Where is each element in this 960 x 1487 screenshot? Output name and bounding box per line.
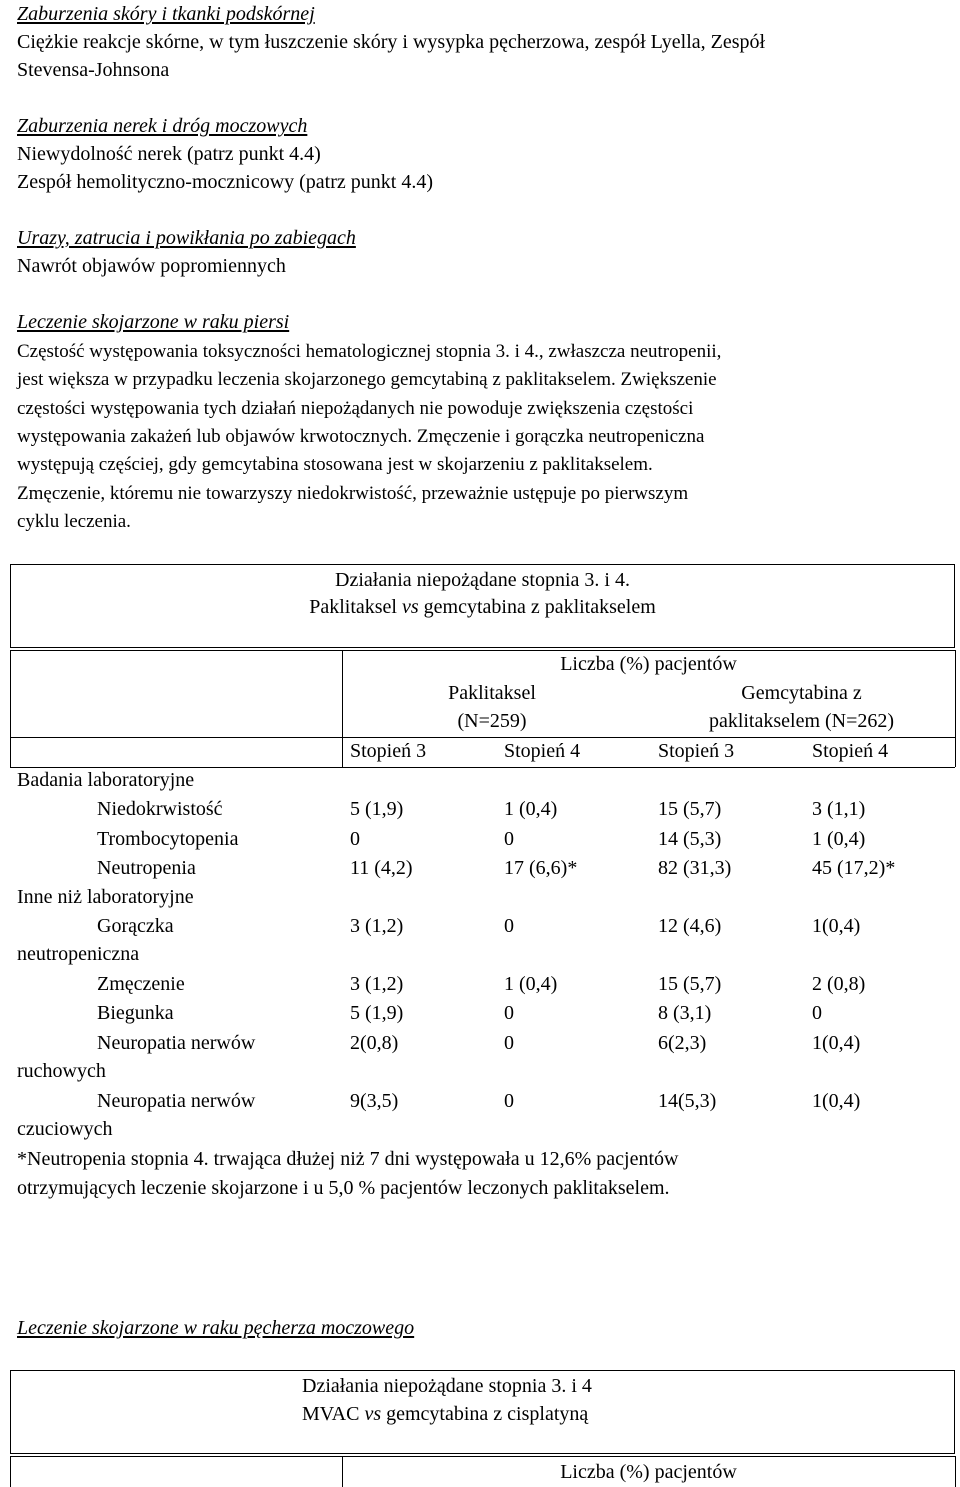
row-label: Neutropenia — [97, 857, 196, 879]
table-cell: 11 (4,2) — [350, 857, 413, 879]
row-label: Neuropatia nerwów — [97, 1032, 256, 1054]
table-cell: 8 (3,1) — [658, 1002, 712, 1024]
table-cell: 14 (5,3) — [658, 828, 722, 850]
table-cell: 1(0,4) — [812, 1090, 861, 1112]
table-cell: 5 (1,9) — [350, 1002, 404, 1024]
kidney-text-line: Niewydolność nerek (patrz punkt 4.4) — [17, 143, 321, 165]
row-label-continued: czuciowych — [17, 1118, 113, 1140]
table-cell: 12 (4,6) — [658, 915, 722, 937]
table-cell: 0 — [812, 1002, 822, 1024]
table-cell: 15 (5,7) — [658, 973, 722, 995]
table-rule — [10, 767, 955, 768]
table-cell: 3 (1,1) — [812, 798, 866, 820]
row-label-continued: ruchowych — [17, 1060, 106, 1082]
table-rule — [10, 1456, 11, 1487]
table-cell: 1 (0,4) — [812, 828, 866, 850]
group-header-gemcitabine: Gemcytabina z — [741, 682, 862, 704]
grade-header: Stopień 3 — [350, 740, 427, 762]
table-cell: 0 — [504, 1032, 514, 1054]
table-title: Działania niepożądane stopnia 3. i 4. — [335, 569, 630, 591]
table-subtitle — [302, 1404, 588, 1424]
table-cell: 1 (0,4) — [504, 798, 558, 820]
category-label-nonlab: Inne niż laboratoryjne — [17, 886, 194, 908]
injury-text-line: Nawrót objawów popromiennych — [17, 255, 286, 277]
table-rule — [955, 650, 956, 767]
paragraph-line: występują częściej, gdy gemcytabina stosowana jest w skojarzeniu z paklitakselem. — [17, 454, 653, 475]
row-label: Trombocytopenia — [97, 828, 239, 850]
table-footnote: *Neutropenia stopnia 4. trwająca dłużej niż 7 dni występowała u 12,6% pacjentów — [17, 1148, 679, 1170]
row-label: Neuropatia nerwów — [97, 1090, 256, 1112]
grade-header: Stopień 4 — [504, 740, 581, 762]
skin-text-line: Stevensa-Johnsona — [17, 59, 170, 81]
skin-text-line: Ciężkie reakcje skórne, w tym łuszczenie skóry i wysypka pęcherzowa, zespół Lyella, Zespół — [17, 31, 766, 53]
table-rule — [10, 737, 955, 738]
row-label: Gorączka — [97, 915, 174, 937]
count-header: Liczba (%) pacjentów — [560, 653, 737, 675]
table-cell: 0 — [504, 1002, 514, 1024]
table-rule — [10, 1456, 955, 1457]
row-label: Zmęczenie — [97, 973, 185, 995]
section-heading-kidney: Zaburzenia nerek i dróg moczowych — [17, 115, 308, 137]
table-cell: 0 — [504, 1090, 514, 1112]
table-cell: 3 (1,2) — [350, 915, 404, 937]
table-subtitle-part: gemcytabina z cisplatyną — [381, 1403, 589, 1425]
kidney-text-line: Zespół hemolityczno-mocznicowy (patrz punkt 4.4) — [17, 171, 433, 193]
group-header-gemcitabine-n: paklitakselem (N=262) — [708, 710, 895, 732]
category-label-lab: Badania laboratoryjne — [17, 769, 195, 791]
table-cell: 82 (31,3) — [658, 857, 732, 879]
section-heading-breast: Leczenie skojarzone w raku piersi — [17, 311, 290, 333]
table-cell: 0 — [504, 828, 514, 850]
section-heading-bladder: Leczenie skojarzone w raku pęcherza moczowego — [17, 1317, 415, 1339]
grade-header: Stopień 4 — [812, 740, 889, 762]
table-title: Działania niepożądane stopnia 3. i 4 — [302, 1375, 592, 1397]
section-heading-injury: Urazy, zatrucia i powikłania po zabiegach — [17, 227, 356, 249]
paragraph-line: cyklu leczenia. — [17, 511, 131, 532]
table-cell: 15 (5,7) — [658, 798, 722, 820]
paragraph-line: częstości występowania tych działań niepożądanych nie powoduje zwiększenia częstości — [17, 398, 694, 419]
table-footnote: otrzymujących leczenie skojarzone i u 5,0 % pacjentów leczonych paklitakselem. — [17, 1177, 670, 1199]
table-cell: 17 (6,6)* — [504, 857, 578, 879]
group-header-paclitaxel: Paklitaksel — [448, 682, 536, 704]
grade-header: Stopień 3 — [658, 740, 735, 762]
table-subtitle-part: gemcytabina z paklitakselem — [418, 596, 656, 618]
table-cell: 3 (1,2) — [350, 973, 404, 995]
paragraph-line: Częstość występowania toksyczności hematologicznej stopnia 3. i 4., zwłaszcza neutropenii, — [17, 341, 722, 362]
table-cell: 1(0,4) — [812, 1032, 861, 1054]
table-subtitle-part: MVAC — [302, 1403, 365, 1425]
table-rule — [10, 650, 11, 767]
paragraph-line: jest większa w przypadku leczenia skojarzonego gemcytabiną z paklitakselem. Zwiększenie — [17, 369, 717, 390]
paragraph-line: występowania zakażeń lub objawów krwotocznych. Zmęczenie i gorączka neutropeniczna — [17, 426, 705, 447]
table-subtitle — [10, 597, 955, 617]
table-rule — [955, 1456, 956, 1487]
table-cell: 6(2,3) — [658, 1032, 707, 1054]
table-cell: 9(3,5) — [350, 1090, 399, 1112]
table-subtitle-vs: vs — [364, 1403, 382, 1425]
table-cell: 0 — [350, 828, 360, 850]
table-subtitle-vs: vs — [401, 596, 419, 618]
table-cell: 1 (0,4) — [504, 973, 558, 995]
table-rule — [10, 650, 955, 651]
table-cell: 45 (17,2)* — [812, 857, 896, 879]
table-cell: 0 — [504, 915, 514, 937]
table-cell: 14(5,3) — [658, 1090, 717, 1112]
table-cell: 5 (1,9) — [350, 798, 404, 820]
row-label-continued: neutropeniczna — [17, 943, 140, 965]
table-subtitle-part: Paklitaksel — [309, 596, 402, 618]
group-header-paclitaxel-n: (N=259) — [457, 710, 527, 732]
row-label: Biegunka — [97, 1002, 174, 1024]
table-cell: 2 (0,8) — [812, 973, 866, 995]
section-heading-skin: Zaburzenia skóry i tkanki podskórnej — [17, 3, 315, 25]
paragraph-line: Zmęczenie, któremu nie towarzyszy niedokrwistość, przeważnie ustępuje po pierwszym — [17, 483, 689, 504]
table-cell: 2(0,8) — [350, 1032, 399, 1054]
count-header: Liczba (%) pacjentów — [560, 1461, 737, 1483]
row-label: Niedokrwistość — [97, 798, 223, 820]
table-cell: 1(0,4) — [812, 915, 861, 937]
